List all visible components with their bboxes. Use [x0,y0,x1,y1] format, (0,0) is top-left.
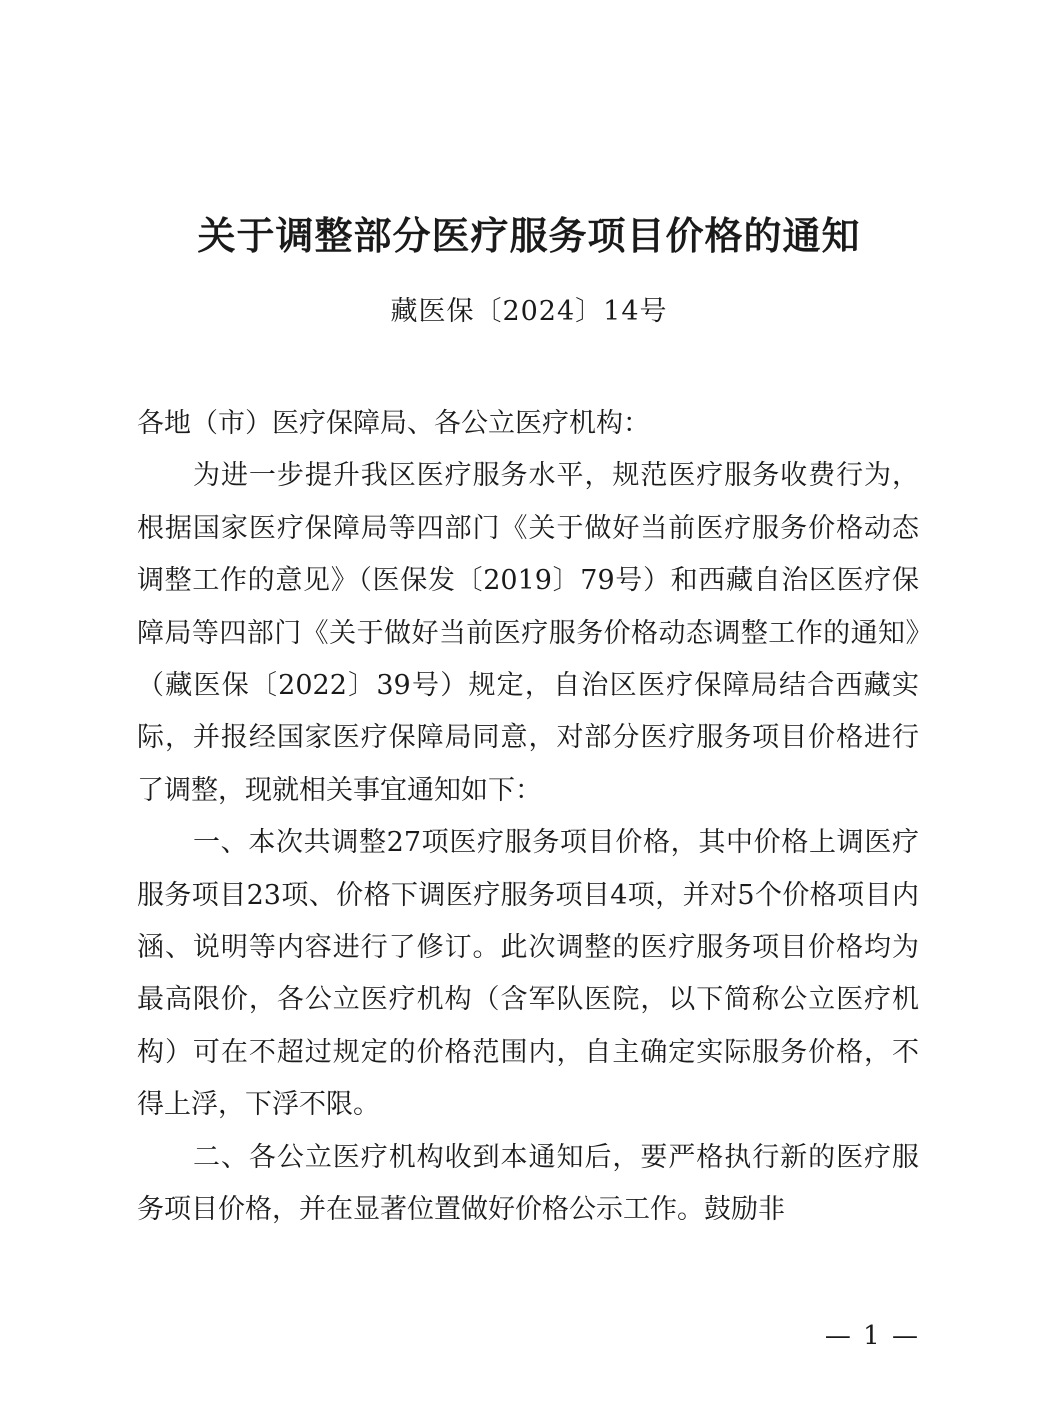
paragraph-intro: 为进一步提升我区医疗服务水平，规范医疗服务收费行为，根据国家医疗保障局等四部门《关于做好当前医疗服务价格动态调整工作的意见》（医保发〔2019〕79号）和西藏自治区医疗保障局等四部门《关于做好当前医疗服务价格动态调整工作的通知》（藏医保〔2022〕39号）规定，自治区医疗保障局结合西藏实际，并报经国家医疗保障局同意，对部分医疗服务项目价格进行了调整，现就相关事宜通知如下： [137,460,919,806]
document-title: 关于调整部分医疗服务项目价格的通知 [197,213,861,258]
document-body [137,398,919,1237]
paragraph-item-1: 一、本次共调整27项医疗服务项目价格，其中价格上调医疗服务项目23项、价格下调医疗服务项目4项，并对5个价格项目内涵、说明等内容进行了修订。此次调整的医疗服务项目价格均为最高限价，各公立医疗机构（含军队医院，以下简称公立医疗机构）可在不超过规定的价格范围内，自主确定实际服务价格，不得上浮，下浮不限。 [137,827,919,1121]
paragraph-item-2: 二、各公立医疗机构收到本通知后，要严格执行新的医疗服务项目价格，并在显著位置做好价格公示工作。鼓励非 [137,1141,919,1226]
salutation: 各地（市）医疗保障局、各公立医疗机构： [137,408,650,439]
page-number: — 1 — [824,1321,920,1351]
document-number: 藏医保〔2024〕14号 [390,296,668,327]
